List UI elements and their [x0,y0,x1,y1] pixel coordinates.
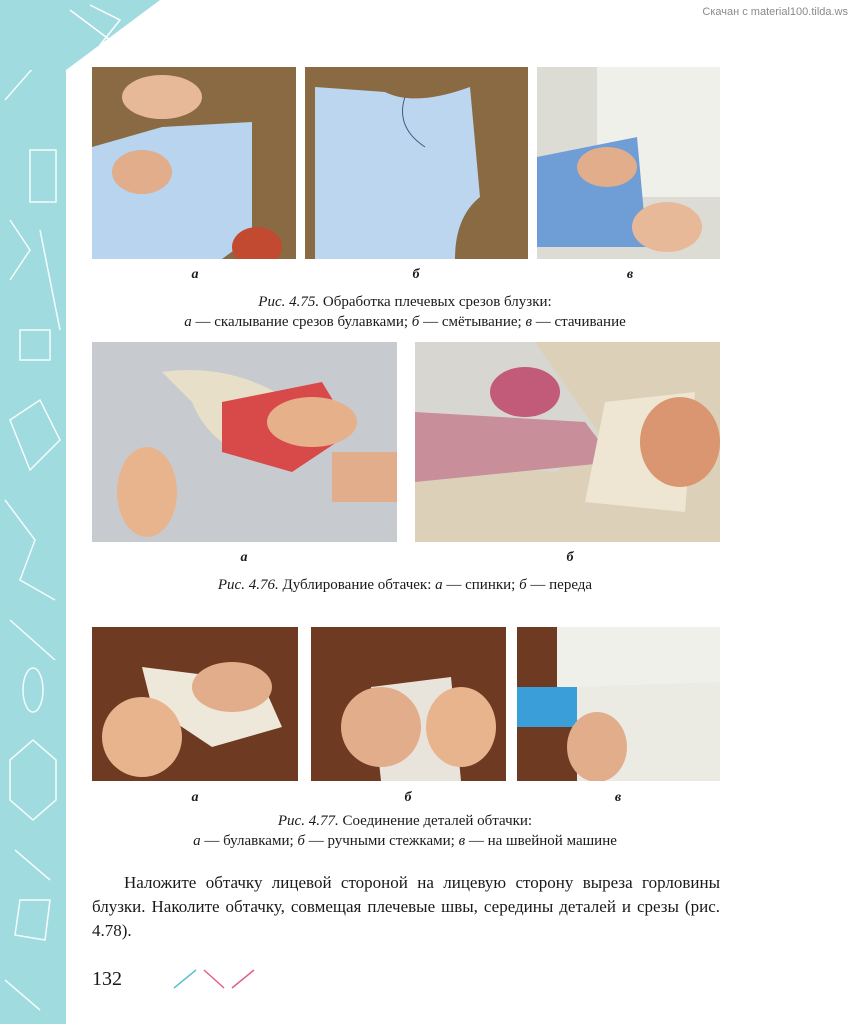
fig77-photo-b [311,627,506,781]
caption-text: — смётывание; [419,314,526,330]
caption-text: — спинки; [442,577,520,593]
paragraph-text: Наложите обтачку лицевой стороной на лицевую сторону выреза горловины блузки. Наколите обтачку, совмещая плечевые швы, середины деталей и срезы (рис. 4.78). [92,873,720,940]
caption-text: — на швейной машине [465,833,617,849]
fig77-letter-b: б [404,790,412,805]
caption-letter: а [435,577,443,593]
watermark: Скачан с material100.tilda.ws [702,6,848,18]
fig75-photo-c [537,67,720,259]
caption-letter: в [525,314,532,330]
caption-letter: б [297,833,305,849]
fig76-letter-b: б [566,550,574,565]
caption-text: — булавками; [200,833,298,849]
fig75-letter-c: в [626,267,634,282]
caption-label: Рис. 4.76. [217,577,279,593]
caption-label: Рис. 4.75. [258,294,320,310]
fig75-letter-b: б [412,267,420,282]
caption-text: — ручными стежками; [304,833,459,849]
fig75-photo-b [305,67,528,259]
fig75-caption [90,292,720,332]
caption-title: Соединение деталей обтачки: [342,813,533,829]
caption-text: — стачивание [531,314,626,330]
body-paragraph [92,871,720,943]
caption-title: Обработка плечевых срезов блузки: [322,294,552,310]
fig77-letter-c: в [614,790,622,805]
fig77-caption [90,811,720,851]
fig77-photo-a [92,627,298,781]
caption-letter: а [193,833,201,849]
fig77-photo-c [517,627,720,781]
fig76-photo-b [415,342,720,542]
fig76-letter-a: а [240,550,248,565]
decorative-lines [170,966,260,992]
fig75-letter-a: а [191,267,199,282]
page-number: 132 [92,968,122,990]
caption-text: — переда [526,577,593,593]
fig77-letter-a: а [191,790,199,805]
fig76-caption [90,575,720,595]
fig76-photo-a [92,342,397,542]
sidebar-pattern [0,0,66,1024]
caption-letter: б [411,314,420,330]
decorative-sidebar [0,0,66,1024]
caption-text: — скалывание срезов булавками; [191,314,412,330]
caption-letter: б [519,577,527,593]
caption-letter: а [184,314,192,330]
fig75-photo-a [92,67,296,259]
caption-letter: в [458,833,466,849]
caption-title: Дублирование обтачек: [282,577,436,593]
caption-label: Рис. 4.77. [277,813,339,829]
